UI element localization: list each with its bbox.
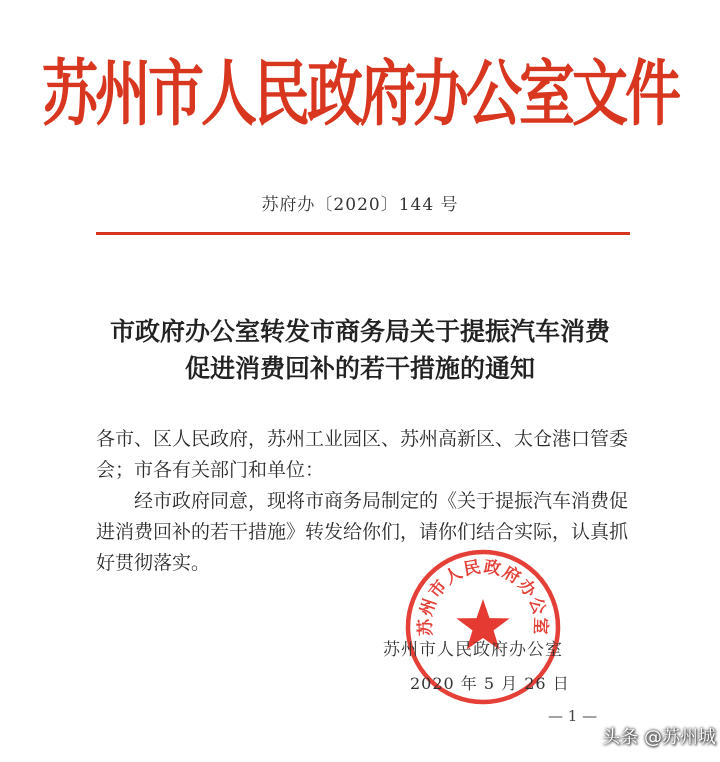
seal-text: 苏州市人民政府办公室 [415,557,551,637]
issuer-signature: 苏州市人民政府办公室 [383,640,563,660]
header-divider [96,232,630,235]
document-header-title: 苏州市人民政府办公室文件 [42,53,678,137]
notice-title-line-1: 市政府办公室转发市商务局关于提振汽车消费 [109,317,610,346]
content-paragraph: 经市政府同意，现将市商务局制定的《关于提振汽车消费促进消费回补的若干措施》转发给你们，请你们结合实际，认真抓好贯彻落实。 [96,490,629,574]
recipients-paragraph: 各市、区人民政府，苏州工业园区、苏州高新区、太仓港口管委会；市各有关部门和单位： [96,428,629,481]
notice-title-line-2: 促进消费回补的若干措施的通知 [184,354,535,383]
notice-title [0,313,720,387]
document-number: 苏府办〔2020〕144 号 [261,195,459,215]
watermark: 头条 @苏州城 [602,727,716,748]
issue-date: 2020 年 5 月 26 日 [410,674,570,693]
page-number: — 1 — [548,707,598,725]
